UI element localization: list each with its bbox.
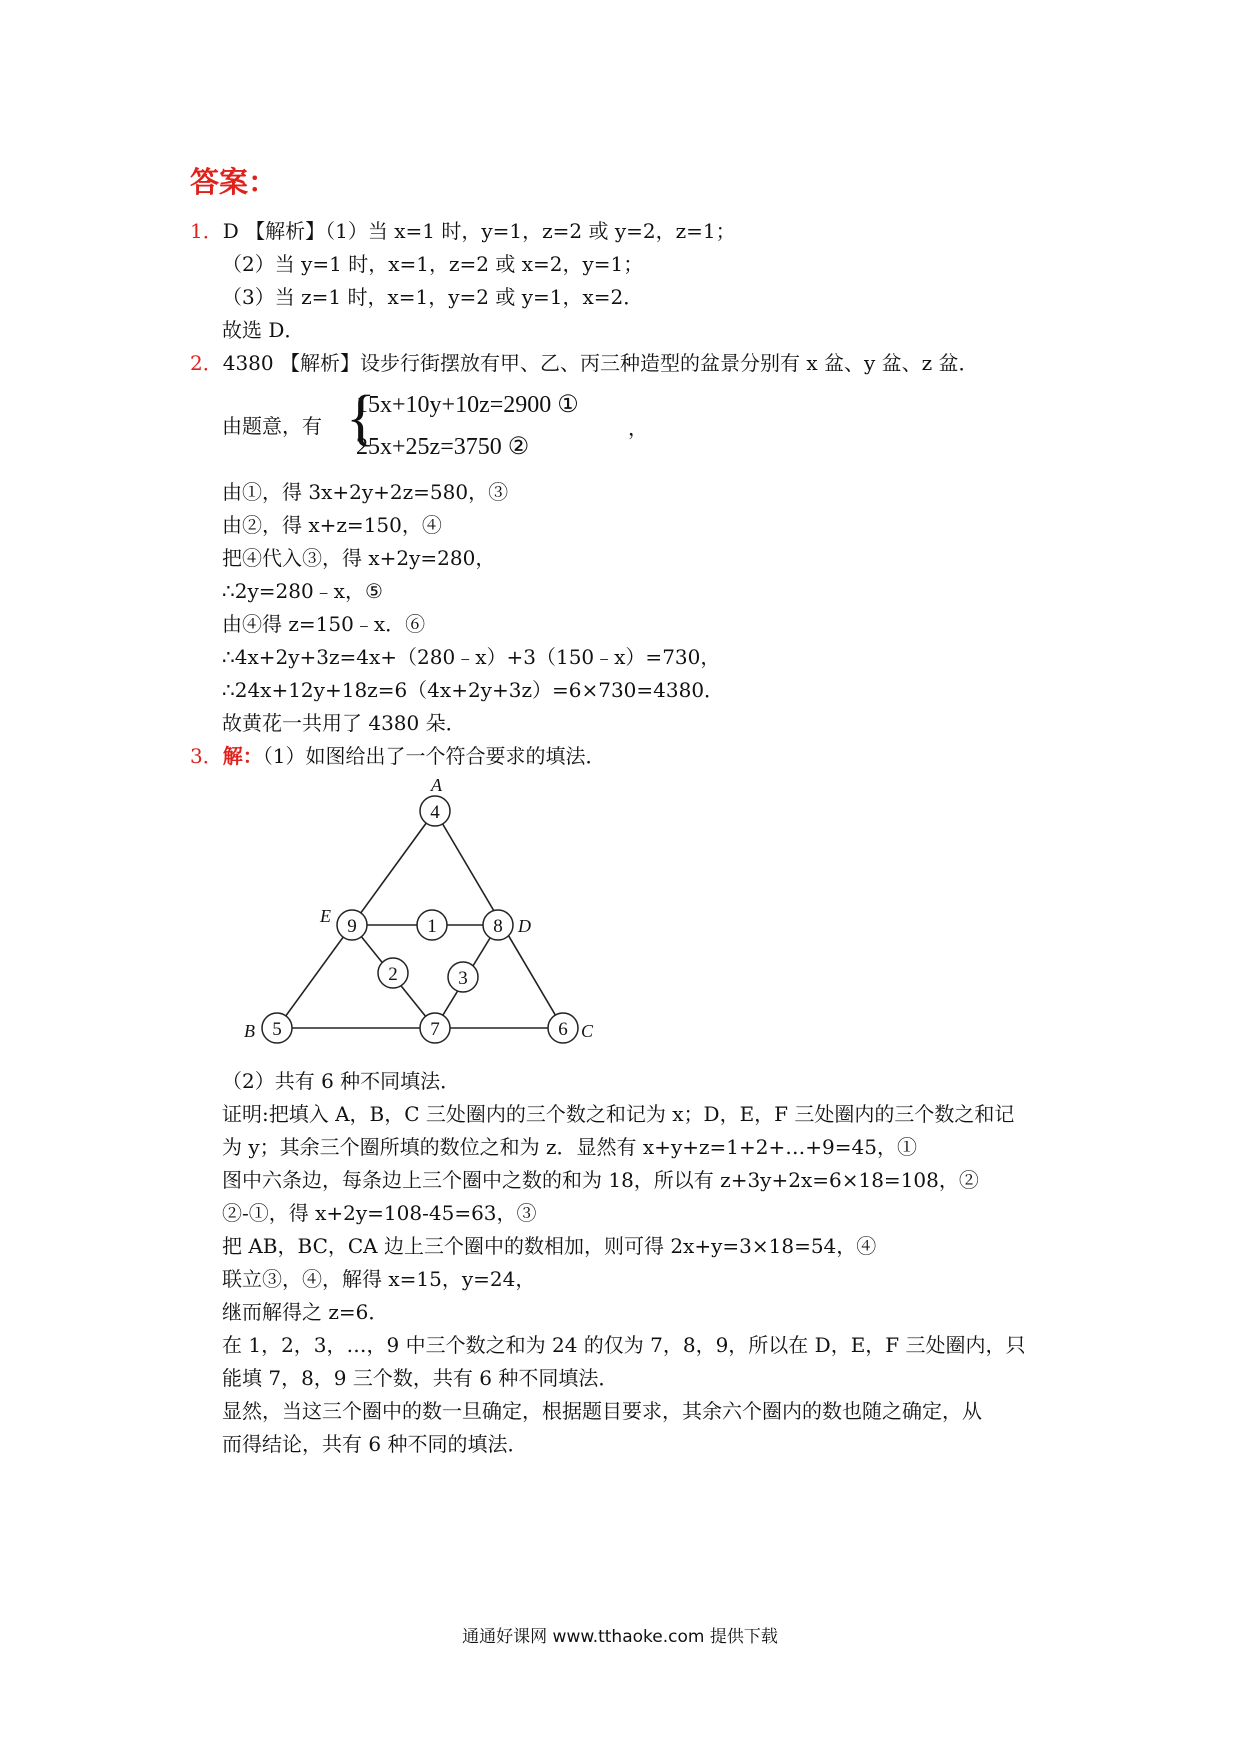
node-b-value: 5: [272, 1019, 282, 1040]
node-d-value: 8: [493, 916, 503, 937]
vertex-label-c: C: [581, 1021, 594, 1041]
q3-line-1: [190, 743, 605, 769]
q2-line-4: 由②，得 x+z=150，④: [222, 513, 442, 537]
q2-line-10: 故黄花一共用了 4380 朵．: [222, 711, 466, 735]
q2-text: 4380 【解析】设步行街摆放有甲、乙、丙三种造型的盆景分别有 x 盆、y 盆、z 盆．: [222, 351, 979, 375]
q1-line-2: （2）当 y=1 时，x=1，z=2 或 x=2，y=1；: [222, 252, 644, 276]
q1-line-3: （3）当 z=1 时，x=1，y=2 或 y=1，x=2．: [222, 285, 644, 309]
q3-line-3: 证明:把填入 A，B，C 三处圈内的三个数之和记为 x；D，E，F 三处圈内的三个数之和记: [222, 1102, 1015, 1126]
q2-equation-2: 25x+25z=3750 ②: [356, 434, 530, 460]
vertex-label-a: A: [431, 775, 442, 795]
q2-system-comma: ，: [628, 416, 648, 440]
q2-line-3: 由①，得 3x+2y+2z=580，③: [222, 480, 509, 504]
q1-line-1: [190, 218, 736, 244]
q2-number: 2．: [190, 351, 223, 375]
node-mid-top-value: 1: [427, 916, 437, 937]
q2-line-1: [190, 350, 979, 376]
node-right-inner-value: 3: [458, 968, 468, 989]
node-a-value: 4: [430, 802, 440, 823]
node-c-value: 6: [558, 1019, 568, 1040]
q3-line-12: 显然，当这三个圈中的数一旦确定，根据题目要求，其余六个圈内的数也随之确定，从: [222, 1399, 982, 1423]
q3-line-11: 能填 7，8，9 三个数，共有 6 种不同填法．: [222, 1366, 619, 1390]
q1-line-4: 故选 D．: [222, 318, 305, 342]
q3-line-2: （2）共有 6 种不同填法．: [222, 1069, 461, 1093]
q3-line-6: ②-①，得 x+2y=108-45=63，③: [222, 1201, 537, 1225]
q2-system-prefix: 由题意，有: [222, 414, 322, 438]
q1-text: D 【解析】（1）当 x=1 时，y=1，z=2 或 y=2，z=1；: [222, 219, 736, 243]
vertex-label-e: E: [320, 906, 331, 926]
answer-heading: 答案：: [190, 165, 278, 199]
q3-text: （1）如图给出了一个符合要求的填法．: [262, 744, 606, 768]
q1-number: 1．: [190, 219, 223, 243]
q3-line-9: 继而解得之 z=6．: [222, 1300, 389, 1324]
q3-line-5: 图中六条边，每条边上三个圈中之数的和为 18，所以有 z+3y+2x=6×18=108，②: [222, 1168, 979, 1192]
node-bottom-mid-value: 7: [430, 1019, 440, 1040]
q2-line-7: 由④得 z=150﹣x．⑥: [222, 612, 426, 636]
q3-line-8: 联立③，④，解得 x=15，y=24，: [222, 1267, 536, 1291]
system-brace: {: [346, 384, 376, 452]
triangle-figure: [230, 775, 600, 1055]
q3-line-13: 而得结论，共有 6 种不同的填法．: [222, 1432, 528, 1456]
q3-number: 3．: [190, 744, 223, 768]
node-left-inner-value: 2: [388, 964, 398, 985]
q2-line-6: ∴2y=280﹣x，⑤: [222, 579, 383, 603]
q3-label: 解：: [222, 744, 263, 768]
q2-equation-1: 15x+10y+10z=2900 ①: [356, 392, 579, 418]
q2-line-8: ∴4x+2y+3z=4x+（280﹣x）+3（150﹣x）=730，: [222, 645, 721, 669]
page-footer: 通通好课网 www.tthaoke.com 提供下载: [462, 1627, 778, 1647]
q3-line-7: 把 AB，BC，CA 边上三个圈中的数相加，则可得 2x+y=3×18=54，④: [222, 1234, 877, 1258]
vertex-label-b: B: [244, 1021, 255, 1041]
q2-line-9: ∴24x+12y+18z=6（4x+2y+3z）=6×730=4380．: [222, 678, 725, 702]
vertex-label-d: D: [518, 916, 531, 936]
q2-line-5: 把④代入③，得 x+2y=280，: [222, 546, 496, 570]
node-e-value: 9: [347, 916, 357, 937]
q3-line-10: 在 1，2，3，…，9 中三个数之和为 24 的仅为 7，8，9，所以在 D，E，F 三处圈内，只: [222, 1333, 1026, 1357]
q3-line-4: 为 y；其余三个圈所填的数位之和为 z．显然有 x+y+z=1+2+…+9=45，①: [222, 1135, 917, 1159]
